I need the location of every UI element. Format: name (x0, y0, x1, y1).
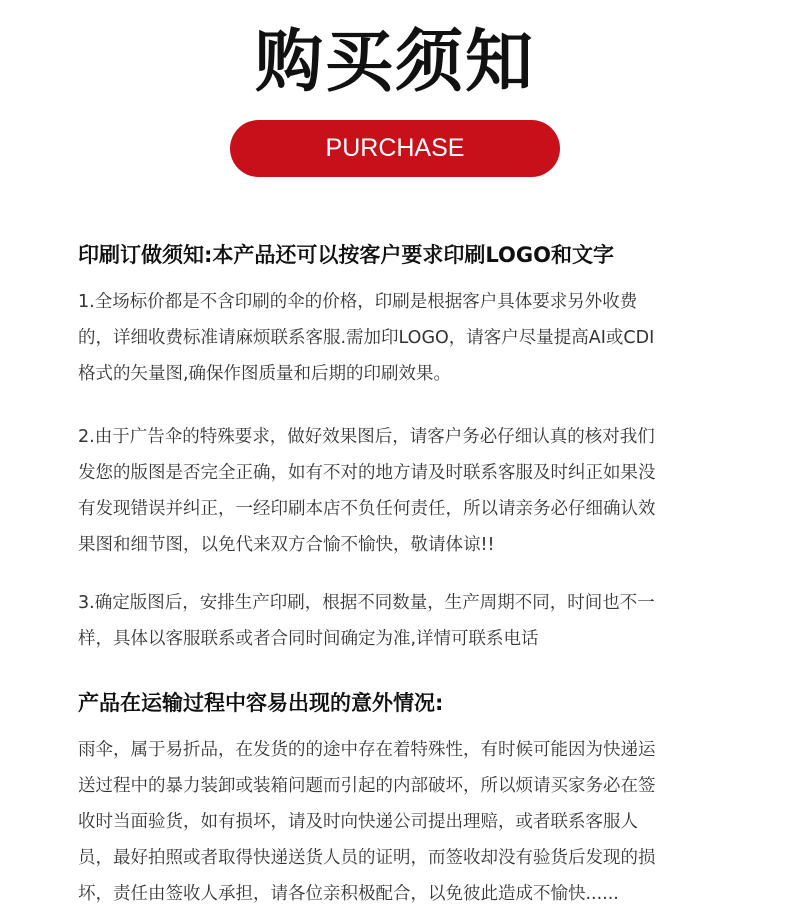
text-line: 员，最好拍照或者取得快递送货人员的证明，而签收却没有验货后发现的损 (78, 848, 656, 868)
text-line: 果图和细节图，以免代来双方合愉不愉快，敬请体谅!! (78, 535, 495, 555)
paragraph-3 (78, 585, 738, 657)
paragraph-shipping (78, 732, 738, 912)
text-line: 1.全场标价都是不含印刷的伞的价格，印刷是根据客户具体要求另外收费 (78, 292, 638, 312)
text-line: 3.确定版图后，安排生产印刷，根据不同数量，生产周期不同，时间也不一 (78, 593, 655, 613)
text-line: 收时当面验货，如有损坏，请及时向快递公司提出理赔，或者联系客服人 (78, 812, 638, 832)
section2-heading: 产品在运输过程中容易出现的意外情况: (78, 691, 444, 715)
text-line: 有发现错误并纠正，一经印刷本店不负任何责任，所以请亲务必仔细确认效 (78, 499, 656, 519)
text-line: 坏，责任由签收人承担，请各位亲积极配合，以免彼此造成不愉快...... (78, 884, 619, 904)
text-line: 雨伞，属于易折品，在发货的的途中存在着特殊性，有时候可能因为快递运 (78, 740, 656, 760)
text-line: 样，具体以客服联系或者合同时间确定为准,详情可联系电话 (78, 629, 539, 649)
text-line: 发您的版图是否完全正确，如有不对的地方请及时联系客服及时纠正如果没 (78, 463, 656, 483)
text-line: 2.由于广告伞的特殊要求，做好效果图后，请客户务必仔细认真的核对我们 (78, 427, 655, 447)
paragraph-2 (78, 419, 738, 563)
paragraph-1 (78, 284, 738, 392)
text-line: 格式的矢量图,确保作图质量和后期的印刷效果。 (78, 364, 452, 384)
section1-heading: 印刷订做须知:本产品还可以按客户要求印刷LOGO和文字 (78, 243, 614, 267)
subtitle-badge: PURCHASE INSTRUCTIONS (230, 120, 560, 177)
page-title: 购买须知 (254, 23, 535, 102)
text-line: 送过程中的暴力装卸或装箱问题而引起的内部破坏，所以烦请买家务必在签 (78, 776, 656, 796)
text-line: 的，详细收费标准请麻烦联系客服.需加印LOGO，请客户尽量提高AI或CDI (78, 328, 655, 348)
